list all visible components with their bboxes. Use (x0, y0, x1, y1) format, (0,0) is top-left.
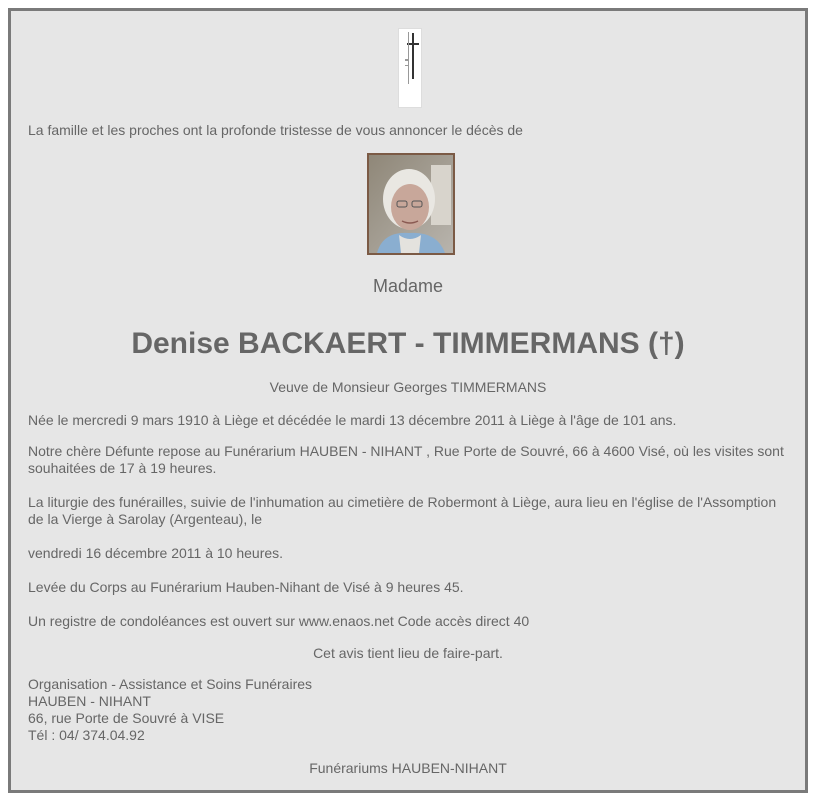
organisation-address: 66, rue Porte de Souvré à VISE (28, 710, 225, 726)
register-text: Un registre de condoléances est ouvert sur www.enaos.net Code accès direct 40 (28, 613, 530, 629)
footer-text: Funérariums HAUBEN-NIHANT (309, 760, 507, 776)
widow-of: Veuve de Monsieur Georges TIMMERMANS (269, 379, 547, 395)
organisation-phone: Tél : 04/ 374.04.92 (28, 727, 145, 743)
cross-icon (399, 29, 421, 107)
honorific: Madame (372, 276, 444, 296)
portrait-photo (367, 153, 455, 255)
portrait-icon (369, 155, 453, 253)
ceremony-date: vendredi 16 décembre 2011 à 10 heures. (28, 545, 284, 561)
deceased-name: Denise BACKAERT - TIMMERMANS (†) (131, 327, 685, 360)
organisation-name: HAUBEN - NIHANT (28, 693, 151, 709)
obituary-card (8, 8, 808, 793)
birth-death-text: Née le mercredi 9 mars 1910 à Liège et décédée le mardi 13 décembre 2011 à Liège à l'âge de 101 ans. (28, 412, 677, 428)
organisation-line: Organisation - Assistance et Soins Funéraires (28, 676, 313, 692)
liturgy-text: La liturgie des funérailles, suivie de l'inhumation au cimetière de Robermont à Liège, aura lieu en l'église de l'Assomption de la Vierge à Sarolay (Argenteau), le (28, 494, 777, 527)
faire-part-text: Cet avis tient lieu de faire-part. (313, 645, 503, 661)
cross-image (398, 28, 422, 108)
levee-text: Levée du Corps au Funérarium Hauben-Nihant de Visé à 9 heures 45. (28, 579, 464, 595)
intro-text: La famille et les proches ont la profonde tristesse de vous annoncer le décès de (28, 122, 523, 138)
rest-location-text: Notre chère Défunte repose au Funérarium HAUBEN - NIHANT , Rue Porte de Souvré, 66 à 4600 Visé, où les visites sont souhaitées de 17 à 19 heures. (28, 443, 784, 476)
organisation-block (28, 676, 312, 744)
